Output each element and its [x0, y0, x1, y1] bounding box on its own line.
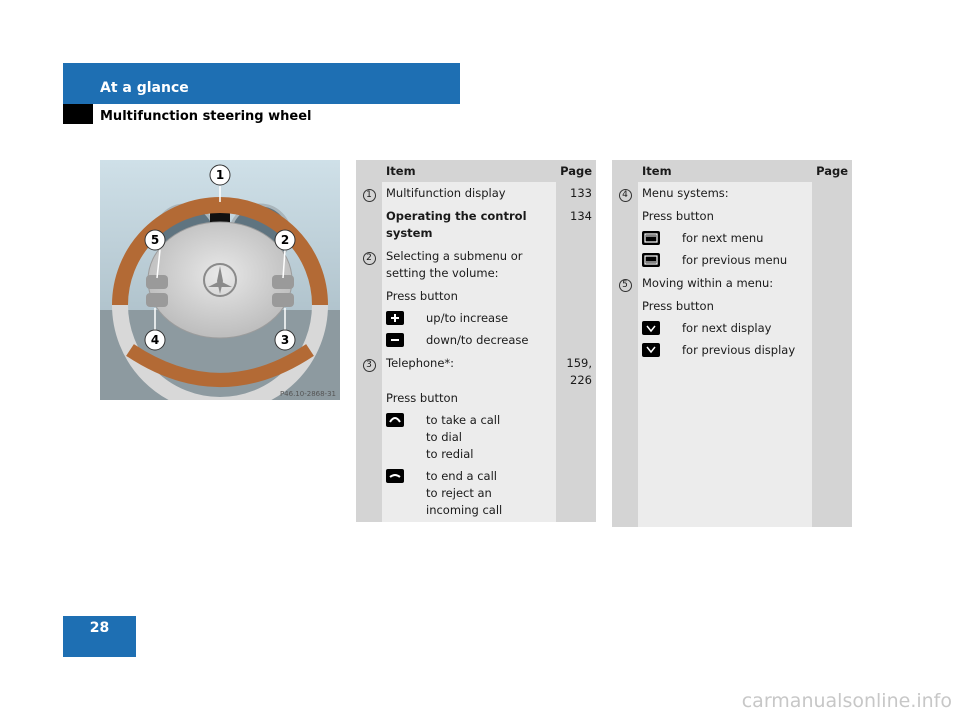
watermark: carmanualsonline.info [741, 690, 952, 712]
callout-5: 5 [150, 233, 160, 247]
button-description: up/to increase [426, 311, 509, 325]
item-table-left [356, 160, 596, 522]
item-label: Menu systems: [642, 186, 729, 200]
button-description: for next menu [682, 231, 764, 245]
phone-hangup-icon [386, 469, 404, 483]
previous-display-icon [642, 343, 660, 357]
photo-code: P46.10-2868-31 [279, 390, 336, 398]
col-header-page: Page [556, 160, 596, 182]
phone-pickup-icon [386, 413, 404, 427]
item-number: 2 [363, 252, 376, 265]
col-header-page: Page [812, 160, 852, 182]
table-row [356, 245, 596, 352]
item-label: Selecting a submenu or setting the volume: [386, 249, 523, 280]
item-number: 3 [363, 359, 376, 372]
table-row [356, 182, 596, 205]
section-title: At a glance [100, 80, 189, 96]
item-page: 134 [556, 205, 596, 245]
item-table-right [612, 160, 852, 527]
next-display-icon [642, 321, 660, 335]
item-number: 1 [363, 189, 376, 202]
item-label: Moving within a menu: [642, 276, 774, 290]
callout-4: 4 [150, 333, 160, 347]
press-button-label: Press button [642, 209, 714, 223]
steering-wheel-photo [100, 160, 340, 400]
subsection-marker [63, 104, 93, 124]
next-menu-icon [642, 231, 660, 245]
button-description: for previous menu [682, 253, 788, 267]
button-description: to end a call to reject an incoming call [426, 469, 503, 517]
callout-1: 1 [215, 168, 225, 182]
previous-menu-icon [642, 253, 660, 267]
page-number: 28 [89, 620, 110, 636]
callout-2: 2 [280, 233, 290, 247]
minus-button-icon [386, 333, 404, 347]
item-label: Operating the control system [382, 205, 556, 245]
press-button-label: Press button [386, 391, 458, 405]
plus-button-icon [386, 311, 404, 325]
button-description: for next display [682, 321, 772, 335]
button-description: for previous display [682, 343, 796, 357]
item-number: 5 [619, 279, 632, 292]
button-description: down/to decrease [426, 333, 529, 347]
table-row [612, 272, 852, 362]
button-description: to take a call to dial to redial [426, 413, 501, 461]
table-row [356, 205, 596, 245]
subsection-title: Multifunction steering wheel [100, 109, 312, 124]
table-row [612, 182, 852, 272]
col-header-item: Item [638, 160, 812, 182]
item-page: 159, 226 [556, 352, 596, 522]
callout-3: 3 [280, 333, 290, 347]
item-label: Multifunction display [382, 182, 556, 205]
item-number: 4 [619, 189, 632, 202]
press-button-label: Press button [642, 299, 714, 313]
press-button-label: Press button [386, 289, 458, 303]
item-label: Telephone*: [386, 356, 455, 370]
col-header-item: Item [382, 160, 556, 182]
table-row [356, 352, 596, 522]
item-page: 133 [556, 182, 596, 205]
